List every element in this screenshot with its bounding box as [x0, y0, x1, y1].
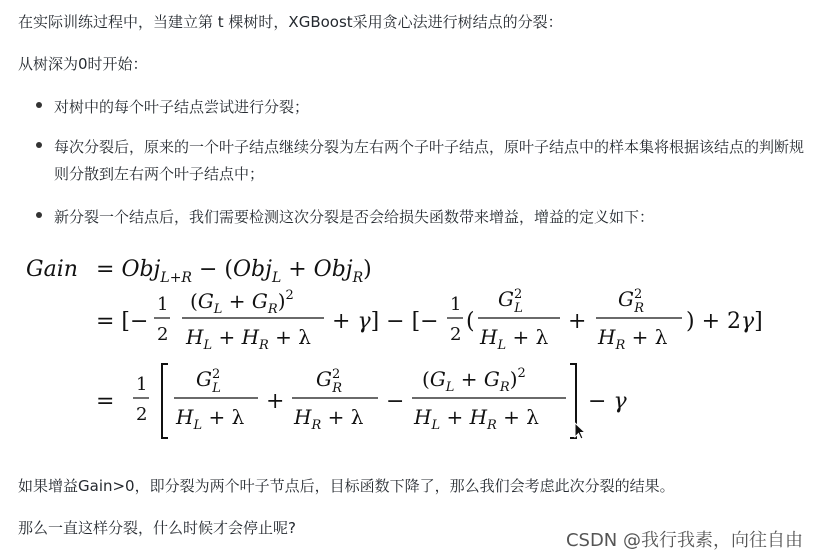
svg-text:+ γ] − [−: + γ] − [− [332, 309, 439, 334]
svg-text:G2L: $G^2$ L [498, 287, 523, 316]
gain-formula-svg [22, 244, 782, 444]
list-item [36, 204, 804, 231]
list-item-text: 对树中的每个叶子结点尝试进行分裂； [54, 98, 310, 116]
bullet-dot-icon [36, 142, 42, 148]
list-item-text: 每次分裂后，原来的一个叶子结点继续分裂为左右两个子叶子结点，原叶子结点中的样本集将根据该结点的判断规则分散到左右两个叶子结点中； [54, 138, 805, 183]
svg-text:(: ( [466, 309, 475, 334]
svg-text:2: 2 [450, 324, 462, 345]
svg-text:HL + λ: $H_L + \lambda$ [480, 325, 549, 353]
svg-text:HL + HR + λ: $H_L + H_R + \lambda$ [414, 405, 539, 433]
start-paragraph: 从树深为0时开始： [18, 55, 148, 73]
svg-text:2: 2 [136, 404, 148, 425]
result-paragraph: 如果增益Gain>0，即分裂为两个叶子节点后，目标函数下降了，那么我们会考虑此次分裂的结果。 [18, 477, 675, 495]
intro-paragraph: 在实际训练过程中，当建立第 t 棵树时，XGBoost采用贪心法进行树结点的分裂： [18, 13, 563, 31]
svg-text:HR + λ: $H_R + \lambda$ [598, 325, 668, 353]
formula-line-2-start: = [− [96, 309, 149, 334]
gain-label: Gain [26, 257, 78, 282]
svg-text:(GL + GR)2: $(G_L + G_R)^2$ [422, 366, 526, 395]
svg-text:1: 1 [157, 294, 169, 315]
svg-text:G2L: $G^2$ L [196, 367, 221, 396]
svg-text:+: + [266, 389, 285, 414]
gain-formula [22, 244, 782, 444]
svg-text:− γ: − γ [588, 389, 627, 414]
svg-text:G2R: $G^2$ R [618, 287, 645, 316]
svg-text:−: − [386, 389, 405, 414]
svg-text:) + 2γ]: ) + 2γ] [686, 309, 763, 334]
bullet-dot-icon [36, 102, 42, 108]
list-item-text: 新分裂一个结点后，我们需要检测这次分裂是否会给损失函数带来增益，增益的定义如下： [54, 208, 655, 226]
formula-line-1: = Obj$_{L+R}$ − (Obj$_L$ + Obj$_R$) [96, 257, 372, 286]
svg-text:+: + [568, 309, 587, 334]
svg-text:1: 1 [450, 294, 462, 315]
formula-line-3-start: = [96, 389, 115, 414]
mouse-cursor-icon [574, 422, 588, 442]
svg-text:HL + HR + λ: $H_L + H_R + \lambda$ [186, 325, 311, 353]
list-item [36, 94, 804, 121]
svg-text:G2R: $G^2$ R [316, 367, 343, 396]
svg-text:(GL + GR)2: $(G_L + G_R)^2$ [190, 288, 294, 317]
svg-text:HL + λ: $H_L + \lambda$ [176, 405, 245, 433]
question-paragraph: 那么一直这样分裂，什么时候才会停止呢? [18, 519, 296, 537]
list-item [36, 134, 804, 188]
svg-text:2: 2 [157, 324, 169, 345]
svg-text:HR + λ: $H_R + \lambda$ [294, 405, 364, 433]
svg-text:1: 1 [136, 374, 148, 395]
csdn-watermark: CSDN @我行我素，向往自由 [565, 530, 803, 551]
bullet-dot-icon [36, 212, 42, 218]
